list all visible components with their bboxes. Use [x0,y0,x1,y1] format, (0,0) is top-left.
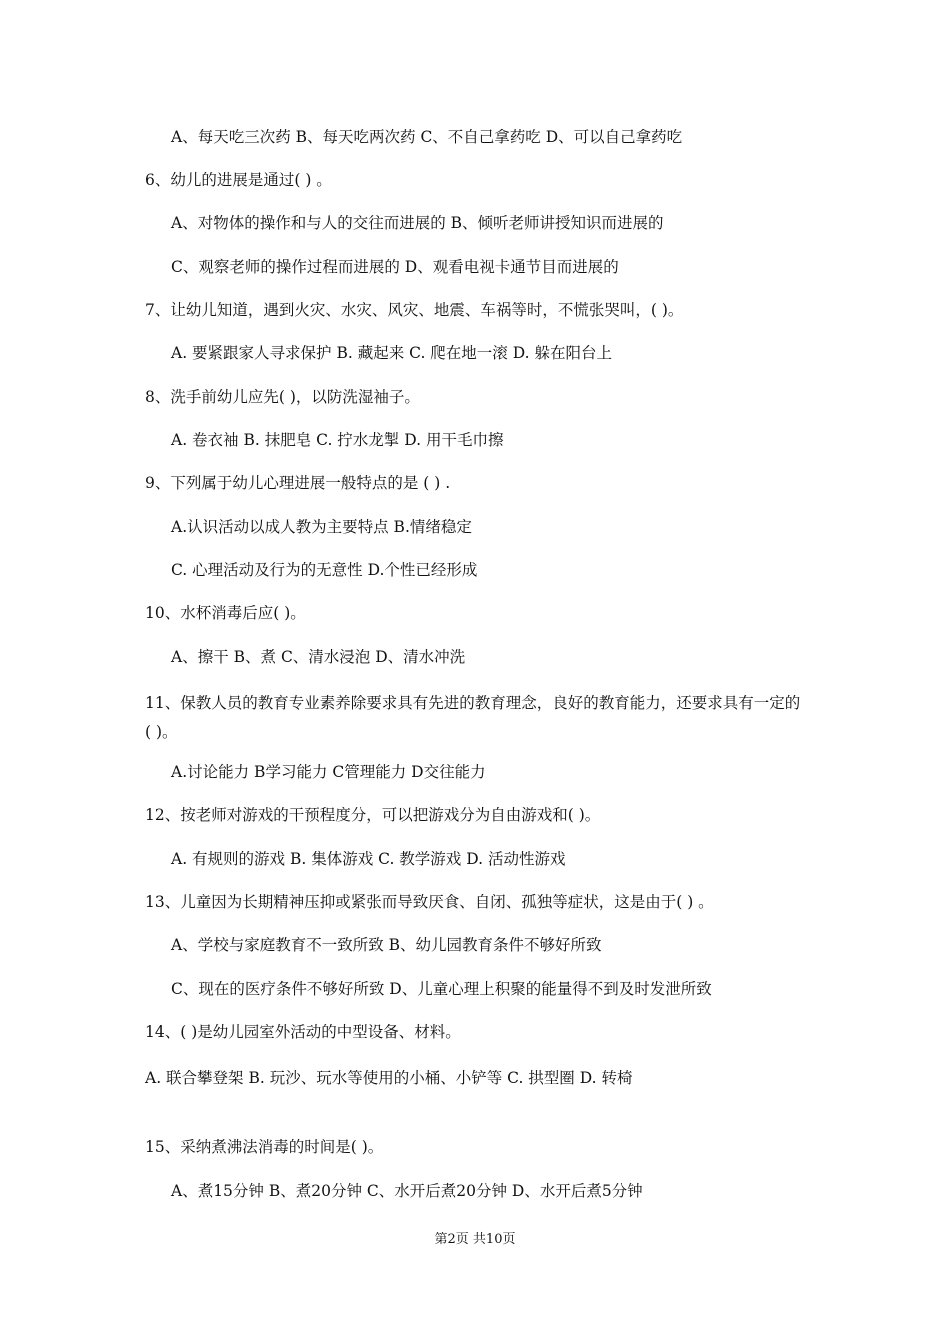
q6-options-ab: A、对物体的操作和与人的交往而进展的 B、倾听老师讲授知识而进展的 [171,214,664,232]
q11-stem: 11、保教人员的教育专业素养除要求具有先进的教育理念，良好的教育能力，还要求具有一定的( )。 [145,694,801,741]
q13-options-ab: A、学校与家庭教育不一致所致 B、幼儿园教育条件不够好所致 [171,936,602,954]
q10-stem: 10、水杯消毒后应( )。 [145,604,306,622]
q13-options-cd: C、现在的医疗条件不够好所致 D、儿童心理上积聚的能量得不到及时发泄所致 [171,980,712,998]
q11-options: A.讨论能力 B学习能力 C管理能力 D交往能力 [171,763,486,781]
q15-options: A、煮15分钟 B、煮20分钟 C、水开后煮20分钟 D、水开后煮5分钟 [171,1182,643,1200]
q8-stem: 8、洗手前幼儿应先( )，以防洗湿袖子。 [145,388,420,406]
q14-stem: 14、( )是幼儿园室外活动的中型设备、材料。 [145,1023,461,1041]
q13-stem: 13、儿童因为长期精神压抑或紧张而导致厌食、自闭、孤独等症状，这是由于( ) 。 [145,893,714,911]
page-footer: 第2页 共10页 [434,1232,516,1247]
q7-options: A. 要紧跟家人寻求保护 B. 藏起来 C. 爬在地一滚 D. 躲在阳台上 [171,344,612,362]
q14-options: A. 联合攀登架 B. 玩沙、玩水等使用的小桶、小铲等 C. 拱型圈 D. 转椅 [145,1069,633,1087]
q9-stem: 9、下列属于幼儿心理进展一般特点的是 ( ) . [145,474,451,492]
q5-options: A、每天吃三次药 B、每天吃两次药 C、不自己拿药吃 D、可以自己拿药吃 [171,128,683,146]
q9-options-ab: A.认识活动以成人教为主要特点 B.情绪稳定 [171,518,472,536]
q15-stem: 15、采纳煮沸法消毒的时间是( )。 [145,1138,384,1156]
q8-options: A. 卷衣袖 B. 抹肥皂 C. 拧水龙掣 D. 用干毛巾擦 [171,431,504,449]
q9-options-cd: C. 心理活动及行为的无意性 D.个性已经形成 [171,561,478,579]
q6-stem: 6、幼儿的进展是通过( ) 。 [145,171,332,189]
q12-stem: 12、按老师对游戏的干预程度分，可以把游戏分为自由游戏和( )。 [145,806,601,824]
q7-stem: 7、让幼儿知道，遇到火灾、水灾、风灾、地震、车祸等时，不慌张哭叫，( )。 [145,301,684,319]
q10-options: A、擦干 B、煮 C、清水浸泡 D、清水冲洗 [171,648,466,666]
q6-options-cd: C、观察老师的操作过程而进展的 D、观看电视卡通节目而进展的 [171,258,619,276]
q12-options: A. 有规则的游戏 B. 集体游戏 C. 教学游戏 D. 活动性游戏 [171,850,566,868]
